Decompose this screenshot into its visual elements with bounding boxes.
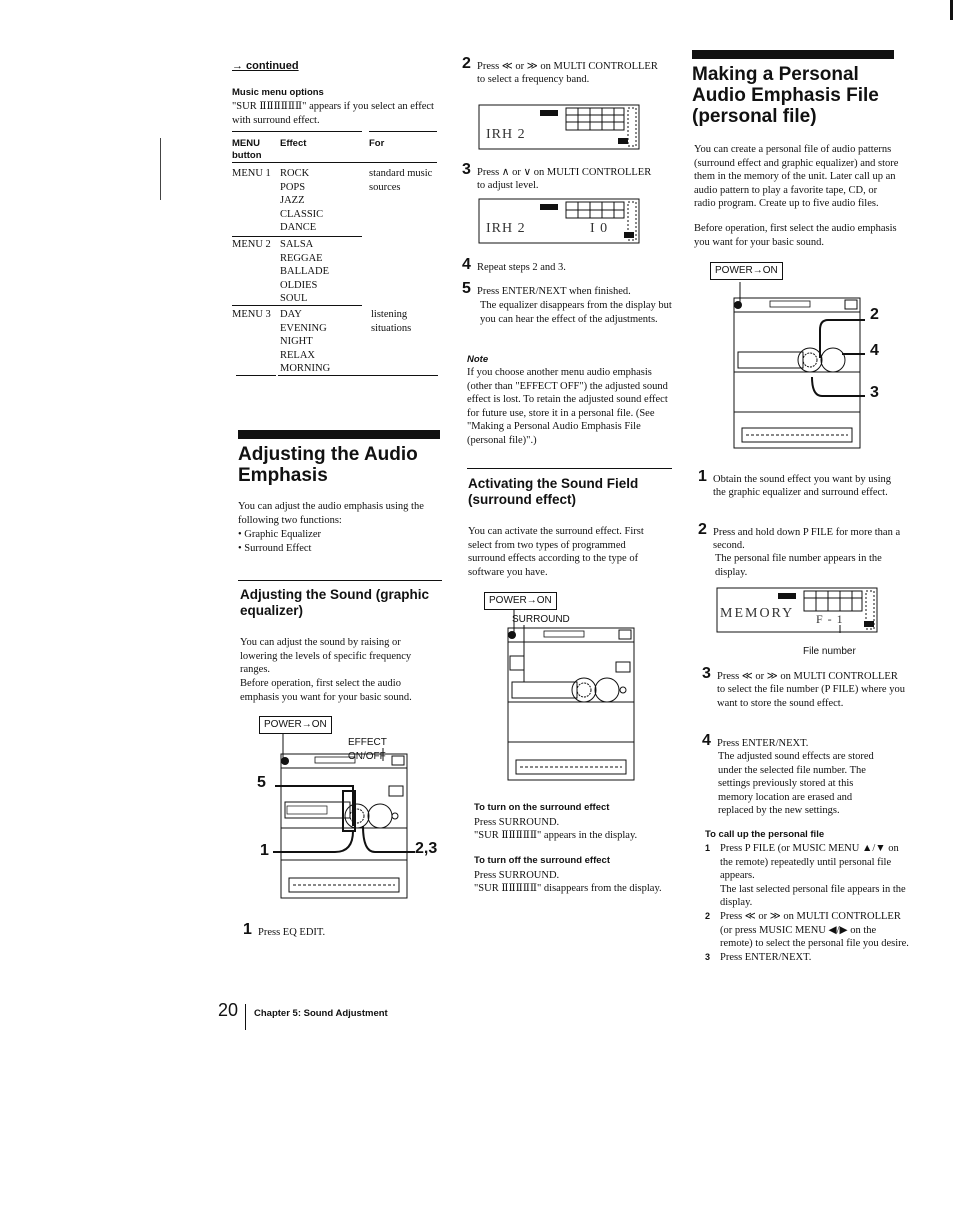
step-4-detail: The adjusted sound effects are stored under the selected file number. The settings previously stored at this memory location are erased and replaced by the new settings. — [718, 751, 874, 817]
step-1-eq — [243, 921, 326, 939]
music-menu-options-title: Music menu options — [232, 87, 324, 98]
menu-3-for: listening situations — [371, 309, 412, 334]
step-3-eq — [462, 161, 662, 193]
list-item: • Graphic Equalizer — [238, 529, 321, 540]
margin-mark — [160, 138, 161, 200]
turn-on-text-2: "SUR ⅡⅡⅡⅡⅡ" appears in the display. — [474, 830, 638, 841]
page-number: 20 — [218, 1000, 239, 1020]
turn-off-text-2: "SUR ⅡⅡⅡⅡⅡ" disappears from the display. — [474, 883, 662, 894]
music-menu-options-text: "SUR ⅡⅡⅡⅡⅡⅡ" appears if you select an effect with surround effect. — [232, 101, 434, 126]
chapter-label: Chapter 5: Sound Adjustment — [254, 1008, 388, 1019]
effect-item: RELAX — [280, 349, 315, 361]
personal-file-intro-2: Before operation, first select the audio emphasis you want for your basic sound. — [694, 223, 897, 248]
effect-item: DANCE — [280, 222, 317, 234]
step-2-personal — [698, 521, 901, 553]
effect-item: CLASSIC — [280, 208, 324, 220]
footer-divider — [245, 1004, 246, 1030]
step-number: 2 — [698, 521, 707, 538]
header-menu-button: MENU button — [232, 138, 262, 161]
header-for: For — [369, 138, 385, 149]
step-number: 2 — [462, 55, 471, 72]
stereo-unit-drawing — [484, 592, 639, 782]
continued-label: → continued — [232, 60, 299, 72]
lcd-display-memory — [716, 587, 880, 633]
lcd-text: IRH 2 — [486, 127, 526, 142]
header-effect: Effect — [280, 138, 307, 149]
edge-mark — [950, 0, 953, 20]
call-step — [705, 883, 910, 910]
effect-item: POPS — [280, 181, 306, 193]
effect-item: SOUL — [280, 293, 308, 305]
effect-item: OLDIES — [280, 279, 318, 291]
step-text: Repeat steps 2 and 3. — [477, 262, 566, 273]
call-up-steps — [705, 842, 910, 964]
turn-on-text-1: Press SURROUND. — [474, 817, 560, 828]
step-text: Press and hold down P FILE for more than a second. — [713, 527, 901, 552]
stereo-unit-drawing — [710, 262, 890, 457]
list-item: • Surround Effect — [238, 542, 312, 554]
step-2-eq — [462, 55, 662, 87]
step-4-eq — [462, 256, 662, 274]
step-3-personal — [702, 665, 905, 710]
note-title: Note — [467, 354, 489, 365]
personal-file-title: Making a Personal Audio Emphasis File (personal file) — [692, 64, 879, 127]
call-up-title: To call up the personal file — [705, 829, 825, 840]
step-number: 4 — [702, 732, 711, 749]
callout-2-3: 2,3 — [415, 840, 438, 857]
geq-text-1: You can adjust the sound by raising or lowering the levels of specific frequency ranges. — [240, 637, 412, 676]
step-number: 4 — [462, 256, 471, 273]
call-step-number: 1 — [705, 843, 711, 853]
call-step-text: Press ≪ or ≫ on MULTI CONTROLLER (or press MUSIC MENU ◀/▶ on the remote) to select the personal file you desire. — [720, 910, 909, 950]
power-on-label: POWER→ON — [484, 592, 557, 610]
adjusting-intro: You can adjust the audio emphasis using the following two functions: — [238, 501, 424, 526]
note-text: If you choose another menu audio emphasis (other than "EFFECT OFF") the adjusted sound effect is lost. To retain the adjusted sound effect for future use, store it in a personal file. (See "Making a Personal Audio Emphasis File (personal file)".) — [467, 367, 668, 446]
geq-text-2: Before operation, first select the audio emphasis you want for your basic sound. — [240, 678, 412, 703]
turn-on-title: To turn on the surround effect — [474, 802, 610, 813]
lcd-display-band — [478, 104, 640, 150]
lcd-file-text: F - 1 — [816, 612, 844, 626]
callout-5: 5 — [257, 774, 266, 791]
personal-file-intro-1: You can create a personal file of audio patterns (surround effect and graphic equalizer) and store them in the memory of the unit. Later call up an audio pattern to play a favorite tape, CD, or radio program. Create up to five audio files. — [694, 144, 899, 210]
turn-off-text-1: Press SURROUND. — [474, 870, 560, 881]
step-number: 1 — [698, 468, 707, 485]
step-text: Press ∧ or ∨ on MULTI CONTROLLER to adjust level. — [477, 167, 652, 192]
effect-on-off-label: EFFECT ON/OFF — [348, 737, 387, 762]
lcd-text: IRH 2 — [486, 221, 526, 236]
step-2-detail: The personal file number appears in the display. — [715, 553, 882, 578]
file-number-label: File number — [803, 646, 856, 657]
adjusting-list — [238, 528, 321, 555]
menu-1-for: standard music sources — [369, 168, 433, 193]
callout-1: 1 — [260, 842, 269, 859]
step-number: 5 — [462, 280, 471, 297]
call-step-number: 2 — [705, 910, 711, 921]
effect-item: EVENING — [280, 322, 327, 334]
step-1-personal — [698, 468, 901, 500]
power-on-label: POWER→ON — [259, 716, 332, 734]
step-4-personal — [702, 732, 905, 750]
call-step — [705, 951, 910, 965]
call-step-text: Press ENTER/NEXT. — [720, 951, 812, 963]
menu-3-label: MENU 3 — [232, 309, 271, 320]
stereo-figure-surround — [484, 592, 639, 782]
lcd-display-level — [478, 198, 640, 244]
stereo-figure-eq — [255, 716, 438, 911]
menu-table — [232, 131, 437, 163]
callout-2: 2 — [870, 306, 879, 323]
step-text: Press ≪ or ≫ on MULTI CONTROLLER to select a frequency band. — [477, 61, 658, 86]
step-5-eq — [462, 280, 672, 298]
step-number: 3 — [702, 665, 711, 682]
effect-item: ROCK — [280, 168, 310, 179]
menu-2-label: MENU 2 — [232, 239, 271, 250]
effect-item: SALSA — [280, 239, 314, 250]
call-step-text: Press P FILE (or MUSIC MENU ▲/▼ on the remote) repeatedly until personal file appears. — [720, 843, 899, 882]
menu-1-label: MENU 1 — [232, 168, 271, 179]
effect-item: DAY — [280, 309, 302, 320]
call-step — [705, 910, 910, 951]
step-5-detail: The equalizer disappears from the display but you can hear the effect of the adjustments. — [480, 300, 672, 325]
step-number: 3 — [462, 161, 471, 178]
effect-item: REGGAE — [280, 252, 323, 264]
callout-4: 4 — [870, 342, 879, 359]
turn-off-title: To turn off the surround effect — [474, 855, 610, 866]
graphic-equalizer-title: Adjusting the Sound (graphic equalizer) — [240, 587, 429, 618]
adjusting-audio-emphasis-title: Adjusting the Audio Emphasis — [238, 444, 418, 486]
power-on-label: POWER→ON — [710, 262, 783, 280]
effect-item: BALLADE — [280, 266, 329, 278]
step-text: Press EQ EDIT. — [258, 927, 326, 938]
effect-item: JAZZ — [280, 195, 305, 207]
lcd-level: I 0 — [590, 221, 609, 236]
call-step-number: 3 — [705, 951, 711, 962]
step-text: Press ENTER/NEXT. — [717, 738, 809, 749]
sound-field-text: You can activate the surround effect. First select from two types of programmed surround effects according to the type of software you have. — [468, 526, 644, 578]
step-text: Obtain the sound effect you want by using the graphic equalizer and surround effect. — [713, 474, 891, 499]
lcd-memory-text: MEMORY — [720, 606, 795, 621]
surround-label: SURROUND — [512, 614, 570, 625]
step-number: 1 — [243, 921, 252, 938]
call-step-text: The last selected personal file appears in the display. — [720, 883, 906, 909]
effect-item: MORNING — [280, 363, 331, 375]
step-text: Press ≪ or ≫ on MULTI CONTROLLER to select the file number (P FILE) where you want to store the sound effect. — [717, 671, 905, 709]
callout-3: 3 — [870, 384, 879, 401]
stereo-unit-drawing — [255, 716, 425, 911]
effect-item: NIGHT — [280, 336, 313, 348]
step-text: Press ENTER/NEXT when finished. — [477, 286, 631, 297]
sound-field-title: Activating the Sound Field (surround effect) — [468, 476, 639, 507]
call-step — [705, 842, 910, 883]
stereo-figure-personal — [710, 262, 890, 457]
